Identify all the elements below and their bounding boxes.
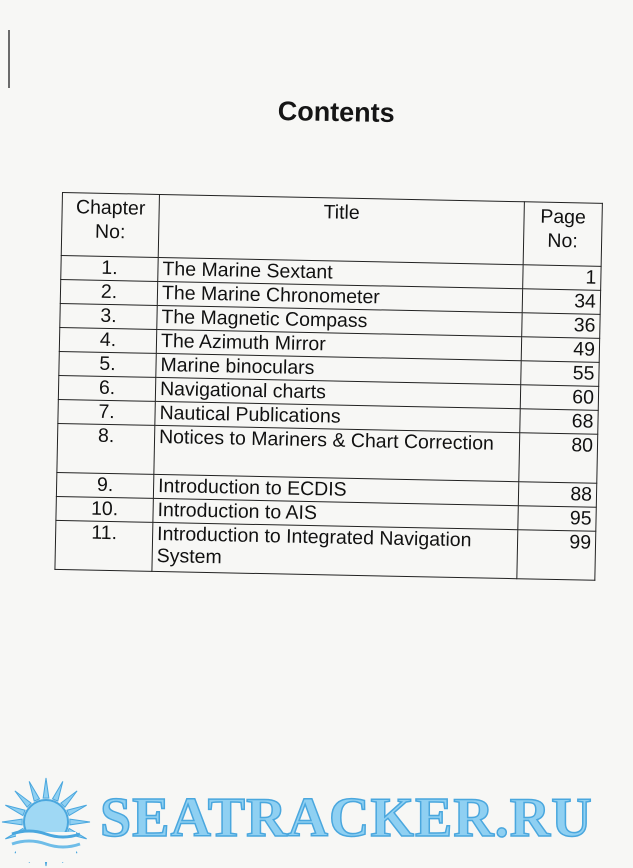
chapter-number: 2. <box>60 279 157 305</box>
page-number: 36 <box>522 313 600 339</box>
page-number: 60 <box>520 385 598 411</box>
chapter-number: 3. <box>60 303 157 329</box>
page-edge-mark <box>8 30 10 88</box>
sun-burst-icon <box>2 778 90 866</box>
table-header-row <box>61 193 602 267</box>
chapter-title: The Marine Chronometer <box>157 281 522 312</box>
page-number: 80 <box>519 433 598 484</box>
page-title: Contents <box>277 96 395 129</box>
chapter-title: Marine binoculars <box>156 353 521 384</box>
chapter-title: Introduction to Integrated Navigation System <box>152 522 518 578</box>
chapter-number: 5. <box>59 351 156 377</box>
table-row <box>55 520 596 580</box>
chapter-title: Navigational charts <box>155 377 520 408</box>
chapter-number: 1. <box>61 255 158 281</box>
contents-table <box>54 192 602 581</box>
chapter-number: 7. <box>58 399 155 425</box>
header-chapter: Chapter No: <box>61 193 159 258</box>
chapter-title: Notices to Mariners & Chart Correction <box>154 425 520 481</box>
page-number: 68 <box>520 409 598 435</box>
page-number: 1 <box>523 265 601 291</box>
page-number: 99 <box>517 530 596 581</box>
chapter-title: Introduction to ECDIS <box>153 474 518 505</box>
chapter-title: Nautical Publications <box>155 401 520 432</box>
page-number: 95 <box>518 506 596 532</box>
chapter-number: 8. <box>57 423 155 474</box>
watermark-text: SEATRACKER.RU <box>100 787 593 849</box>
page-number: 55 <box>521 361 599 387</box>
chapter-title: The Magnetic Compass <box>157 305 522 336</box>
chapter-number: 11. <box>55 520 153 571</box>
chapter-title: The Marine Sextant <box>158 257 523 288</box>
chapter-title: The Azimuth Mirror <box>156 329 521 360</box>
chapter-number: 4. <box>59 327 156 353</box>
header-title: Title <box>158 194 524 264</box>
page-number: 88 <box>518 482 596 508</box>
page-number: 34 <box>522 289 600 315</box>
chapter-number: 6. <box>58 375 155 401</box>
chapter-title: Introduction to AIS <box>153 498 518 529</box>
page-number: 49 <box>521 337 599 363</box>
contents-table-wrapper <box>54 192 601 581</box>
chapter-number: 9. <box>56 472 153 498</box>
header-page: Page No: <box>523 202 602 267</box>
chapter-number: 10. <box>56 496 153 522</box>
